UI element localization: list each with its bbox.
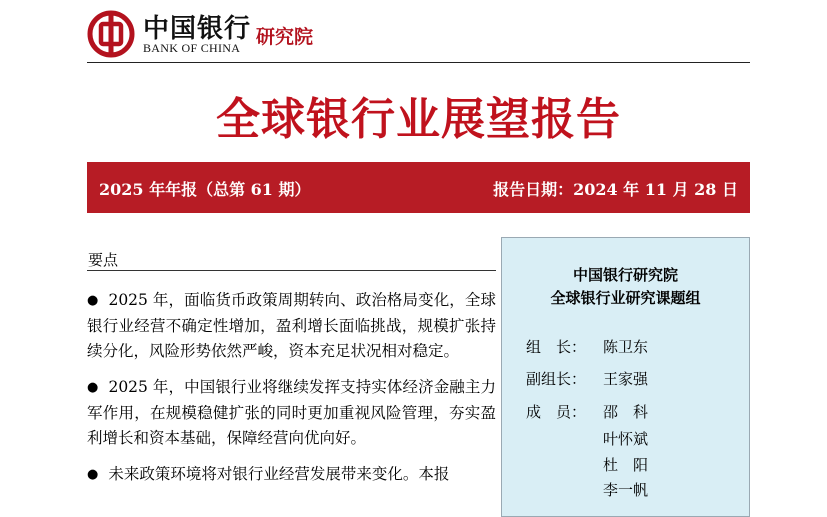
header-divider: [87, 62, 750, 63]
member-role: 副组长：: [526, 370, 587, 388]
bank-of-china-logo-icon: [87, 10, 135, 58]
member-role: 成 员：: [526, 403, 587, 421]
bullet-icon: ●: [87, 293, 99, 308]
team-member-row: [526, 368, 648, 389]
report-date: 报告日期：2024 年 11 月 28 日: [493, 180, 738, 199]
bullet-icon: ●: [87, 467, 99, 482]
bullet-text: 2025 年，中国银行业将继续发挥支持实体经济金融主力军作用，在规模稳健扩张的同时更加重视风险管理，夯实盈利增长和资本基础，保障经营向优向好。: [87, 378, 497, 447]
member-name: 杜 阳: [603, 456, 649, 474]
bullet-text: 未来政策环境将对银行业经营发展带来变化。本报: [108, 465, 450, 483]
team-member-row: [526, 454, 648, 475]
team-member-row: [526, 336, 648, 357]
logo-chinese-text: 中国银行: [143, 14, 252, 44]
member-name: 王家强: [603, 370, 649, 388]
bullet-icon: ●: [87, 380, 99, 395]
member-name: 陈卫东: [603, 338, 649, 356]
key-points-title: 要点: [88, 251, 119, 269]
research-team-panel: [501, 237, 750, 517]
bullet-text: 2025 年，面临货币政策周期转向、政治格局变化，全球银行业经营不确定性增加，盈利增长面临挑战，规模扩张持续分化，风险形势依然严峻，资本充足状况相对稳定。: [87, 291, 497, 360]
logo-english-text: BANK OF CHINA: [143, 41, 241, 55]
report-issue: 2025 年年报（总第 61 期）: [99, 180, 311, 199]
panel-org-name: 中国银行研究院: [572, 266, 678, 284]
team-member-row: [526, 401, 648, 422]
list-item: [87, 375, 496, 451]
institute-label: 研究院: [256, 26, 314, 48]
key-points-divider: [87, 270, 496, 271]
team-member-row: [526, 428, 648, 449]
key-points-list: [87, 288, 496, 499]
list-item: [87, 288, 496, 364]
member-name: 叶怀斌: [603, 430, 649, 448]
member-name: 李一帆: [603, 481, 649, 499]
member-name: 邵 科: [603, 403, 649, 421]
team-member-row: [526, 479, 648, 500]
list-item: [87, 462, 496, 488]
member-role: 组 长：: [526, 338, 587, 356]
report-title: 全球银行业展望报告: [216, 94, 621, 145]
report-banner: [87, 162, 750, 213]
panel-team-name: 全球银行业研究课题组: [550, 289, 701, 307]
